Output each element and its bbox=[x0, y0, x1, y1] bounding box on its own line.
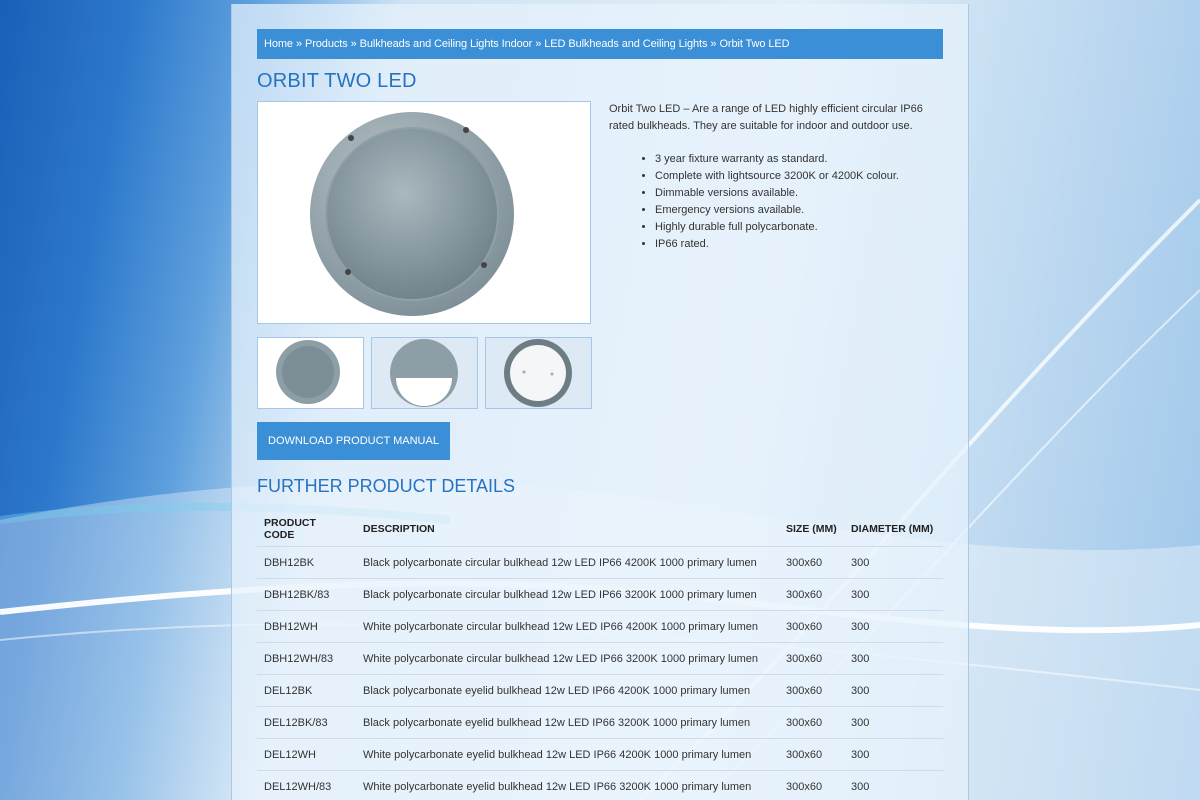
product-code-cell: DBH12BK bbox=[257, 547, 356, 579]
breadcrumb-separator: » bbox=[295, 38, 302, 50]
size-cell: 300x60 bbox=[779, 675, 844, 707]
feature-list bbox=[609, 151, 949, 253]
content-panel bbox=[231, 4, 969, 800]
size-cell: 300x60 bbox=[779, 547, 844, 579]
description-cell: White polycarbonate eyelid bulkhead 12w LED IP66 3200K 1000 primary lumen bbox=[356, 771, 779, 800]
feature-item: • Emergency versions available. bbox=[655, 202, 949, 219]
size-cell: 300x60 bbox=[779, 771, 844, 800]
product-code-cell: DEL12WH/83 bbox=[257, 771, 356, 800]
table-header-row bbox=[257, 512, 943, 547]
description-cell: Black polycarbonate eyelid bulkhead 12w LED IP66 4200K 1000 primary lumen bbox=[356, 675, 779, 707]
breadcrumb-current: Orbit Two LED bbox=[719, 38, 790, 50]
product-details-table bbox=[257, 512, 943, 800]
product-intro: Orbit Two LED – Are a range of LED highly efficient circular IP66 rated bulkheads. They are suitable for indoor and outdoor use. bbox=[609, 103, 923, 132]
diameter-cell: 300 bbox=[844, 611, 943, 643]
description-cell: Black polycarbonate circular bulkhead 12w LED IP66 3200K 1000 primary lumen bbox=[356, 579, 779, 611]
table-row bbox=[257, 547, 943, 579]
description-cell: Black polycarbonate eyelid bulkhead 12w LED IP66 3200K 1000 primary lumen bbox=[356, 707, 779, 739]
diameter-cell: 300 bbox=[844, 771, 943, 800]
column-header-diameter: DIAMETER (MM) bbox=[844, 512, 943, 547]
feature-item: • 3 year fixture warranty as standard. bbox=[655, 151, 949, 168]
product-description bbox=[609, 101, 949, 253]
round-bulkhead-thumbnail bbox=[258, 338, 363, 408]
breadcrumb bbox=[257, 29, 943, 59]
thumbnail-eyelid[interactable] bbox=[371, 337, 478, 409]
column-header-size: SIZE (MM) bbox=[779, 512, 844, 547]
description-cell: White polycarbonate eyelid bulkhead 12w LED IP66 4200K 1000 primary lumen bbox=[356, 739, 779, 771]
description-cell: White polycarbonate circular bulkhead 12w LED IP66 3200K 1000 primary lumen bbox=[356, 643, 779, 675]
product-code-cell: DBH12BK/83 bbox=[257, 579, 356, 611]
diameter-cell: 300 bbox=[844, 643, 943, 675]
product-code-cell: DEL12WH bbox=[257, 739, 356, 771]
diameter-cell: 300 bbox=[844, 579, 943, 611]
size-cell: 300x60 bbox=[779, 611, 844, 643]
diameter-cell: 300 bbox=[844, 739, 943, 771]
column-header-description: DESCRIPTION bbox=[356, 512, 779, 547]
page-title: ORBIT TWO LED bbox=[257, 70, 417, 92]
breadcrumb-separator: » bbox=[350, 38, 357, 50]
diameter-cell: 300 bbox=[844, 675, 943, 707]
table-row bbox=[257, 579, 943, 611]
product-code-cell: DEL12BK bbox=[257, 675, 356, 707]
breadcrumb-home[interactable]: Home bbox=[264, 38, 293, 50]
description-cell: White polycarbonate circular bulkhead 12w LED IP66 4200K 1000 primary lumen bbox=[356, 611, 779, 643]
size-cell: 300x60 bbox=[779, 739, 844, 771]
thumbnail-open[interactable] bbox=[485, 337, 592, 409]
product-main-image[interactable] bbox=[257, 101, 591, 324]
breadcrumb-led-bulkheads[interactable]: LED Bulkheads and Ceiling Lights bbox=[544, 38, 708, 50]
table-row bbox=[257, 611, 943, 643]
further-details-heading: FURTHER PRODUCT DETAILS bbox=[257, 476, 516, 496]
column-header-product-code: PRODUCT CODE bbox=[257, 512, 356, 547]
table-row bbox=[257, 771, 943, 800]
feature-item: • Complete with lightsource 3200K or 4200K colour. bbox=[655, 168, 949, 185]
feature-item: • IP66 rated. bbox=[655, 236, 949, 253]
open-bulkhead-thumbnail bbox=[486, 338, 591, 408]
product-code-cell: DEL12BK/83 bbox=[257, 707, 356, 739]
round-bulkhead-image bbox=[258, 102, 590, 323]
product-code-cell: DBH12WH bbox=[257, 611, 356, 643]
table-row bbox=[257, 739, 943, 771]
table-row bbox=[257, 707, 943, 739]
thumbnail-round[interactable] bbox=[257, 337, 364, 409]
breadcrumb-products[interactable]: Products bbox=[304, 38, 348, 50]
breadcrumb-separator: » bbox=[535, 38, 542, 50]
download-manual-button[interactable]: DOWNLOAD PRODUCT MANUAL bbox=[257, 422, 450, 460]
table-row bbox=[257, 675, 943, 707]
thumbnail-strip bbox=[257, 337, 592, 409]
table-row bbox=[257, 643, 943, 675]
product-code-cell: DBH12WH/83 bbox=[257, 643, 356, 675]
breadcrumb-bulkheads-indoor[interactable]: Bulkheads and Ceiling Lights Indoor bbox=[359, 38, 533, 50]
breadcrumb-separator: » bbox=[710, 38, 717, 50]
feature-item: • Dimmable versions available. bbox=[655, 185, 949, 202]
feature-item: • Highly durable full polycarbonate. bbox=[655, 219, 949, 236]
size-cell: 300x60 bbox=[779, 643, 844, 675]
size-cell: 300x60 bbox=[779, 707, 844, 739]
size-cell: 300x60 bbox=[779, 579, 844, 611]
eyelid-bulkhead-thumbnail bbox=[372, 338, 477, 408]
diameter-cell: 300 bbox=[844, 707, 943, 739]
diameter-cell: 300 bbox=[844, 547, 943, 579]
description-cell: Black polycarbonate circular bulkhead 12w LED IP66 4200K 1000 primary lumen bbox=[356, 547, 779, 579]
